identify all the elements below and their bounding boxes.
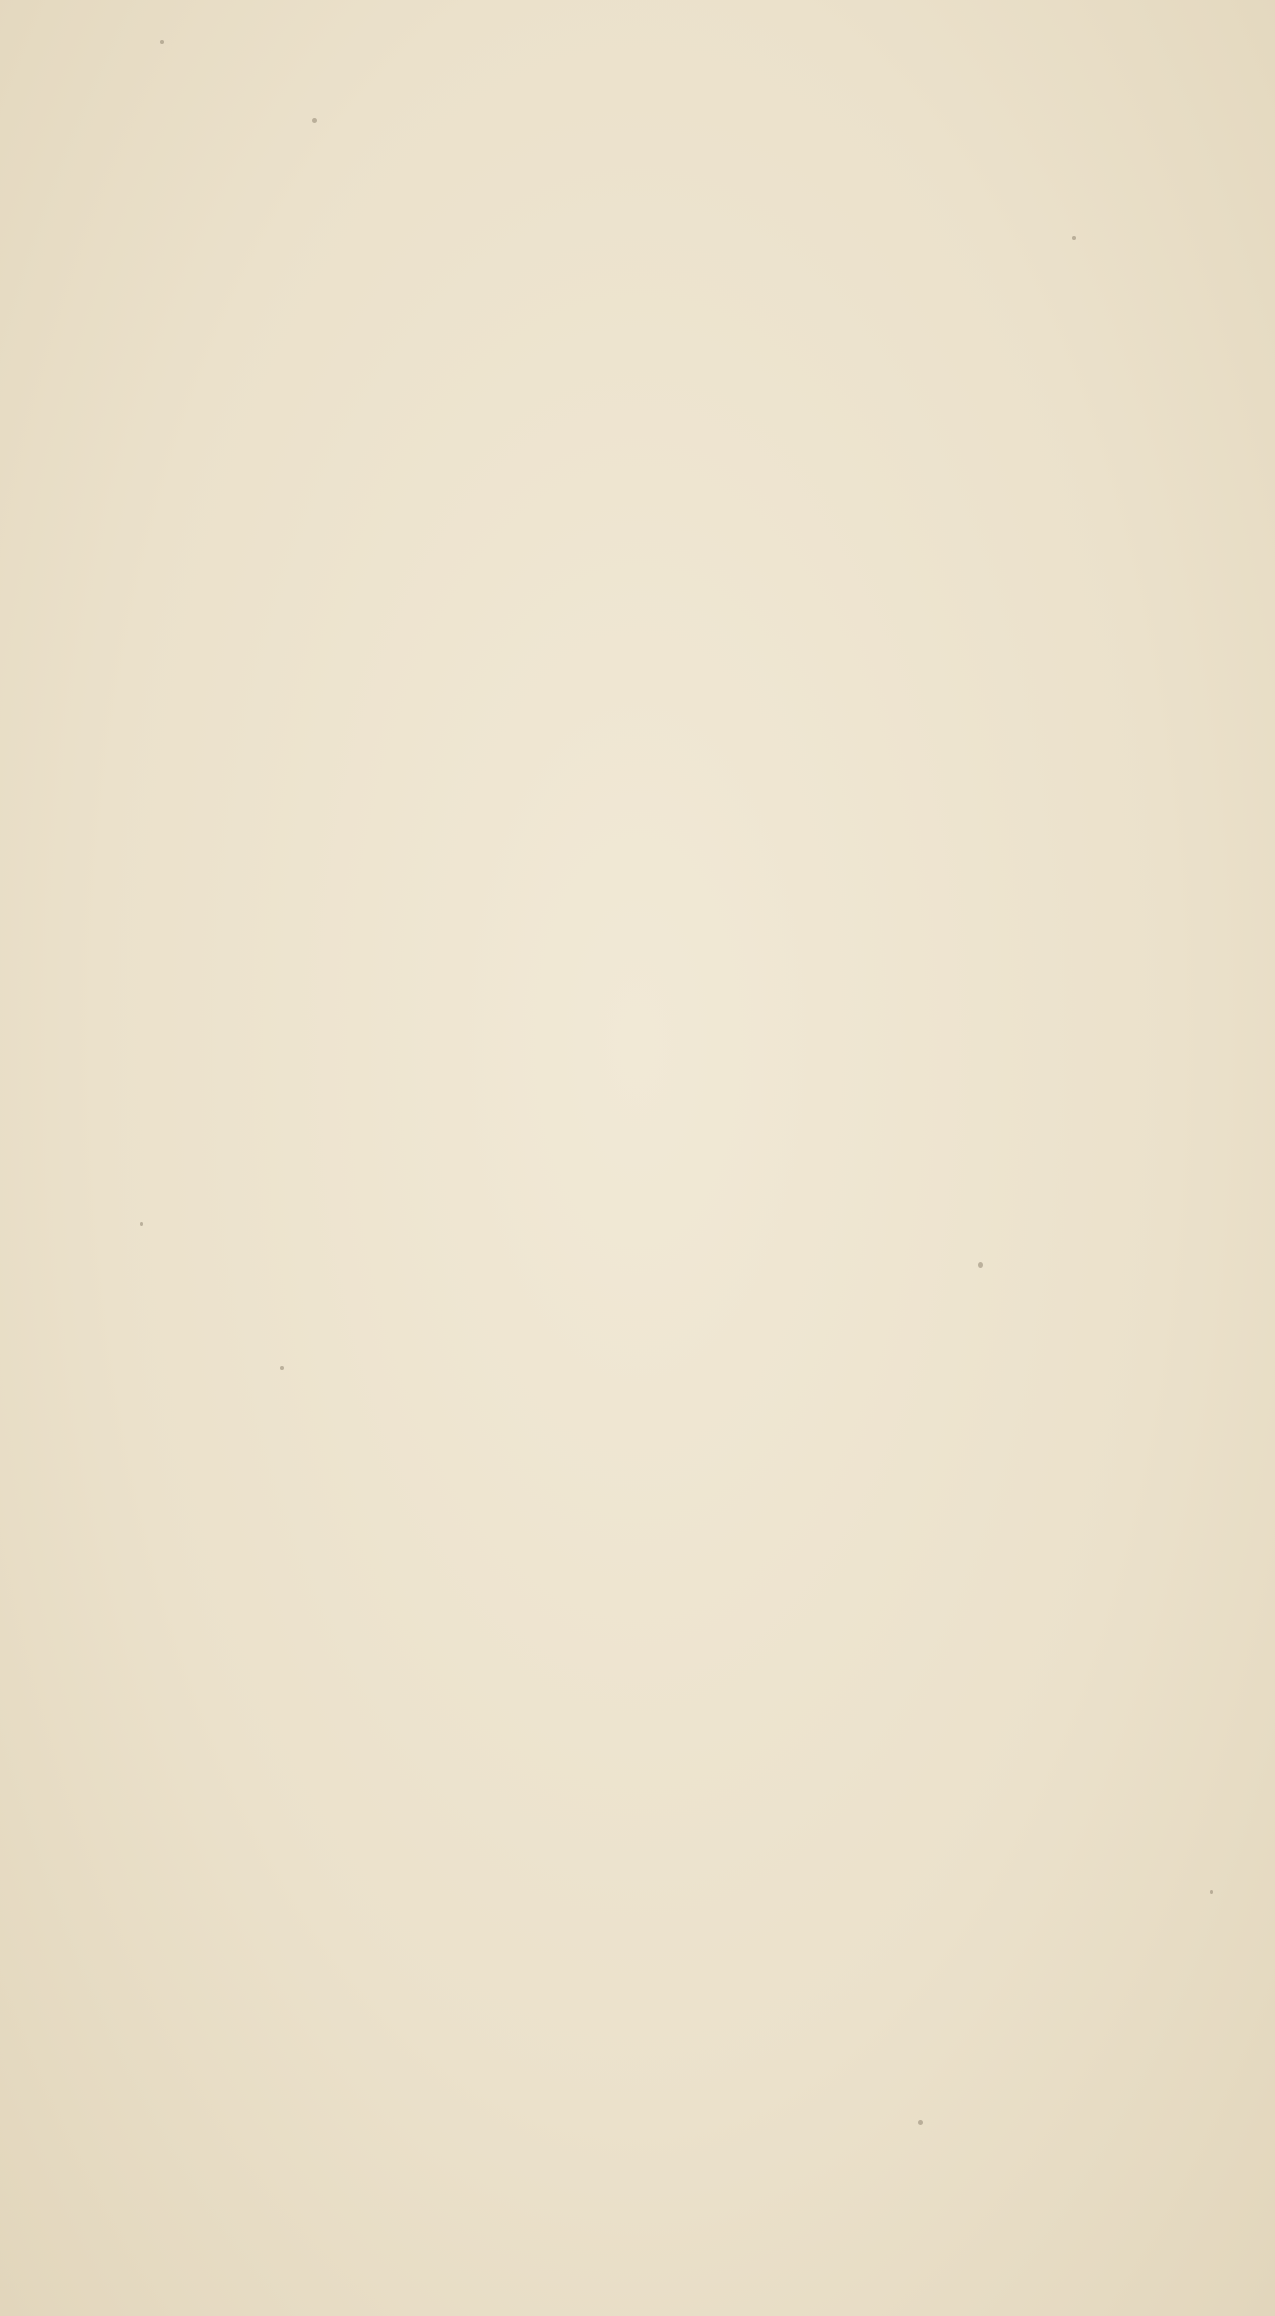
paper-speck (918, 2120, 923, 2125)
paper-speck (978, 1262, 983, 1268)
section-heading (196, 1290, 1204, 1346)
paper-speck (312, 118, 317, 123)
section-subtitle (196, 1370, 1204, 1418)
page-header (196, 178, 1096, 228)
paper-speck (280, 1366, 284, 1370)
paper-speck (1210, 1890, 1213, 1894)
paper-speck (160, 40, 164, 44)
paper-speck (140, 1222, 143, 1226)
paper-speck (1072, 236, 1076, 240)
